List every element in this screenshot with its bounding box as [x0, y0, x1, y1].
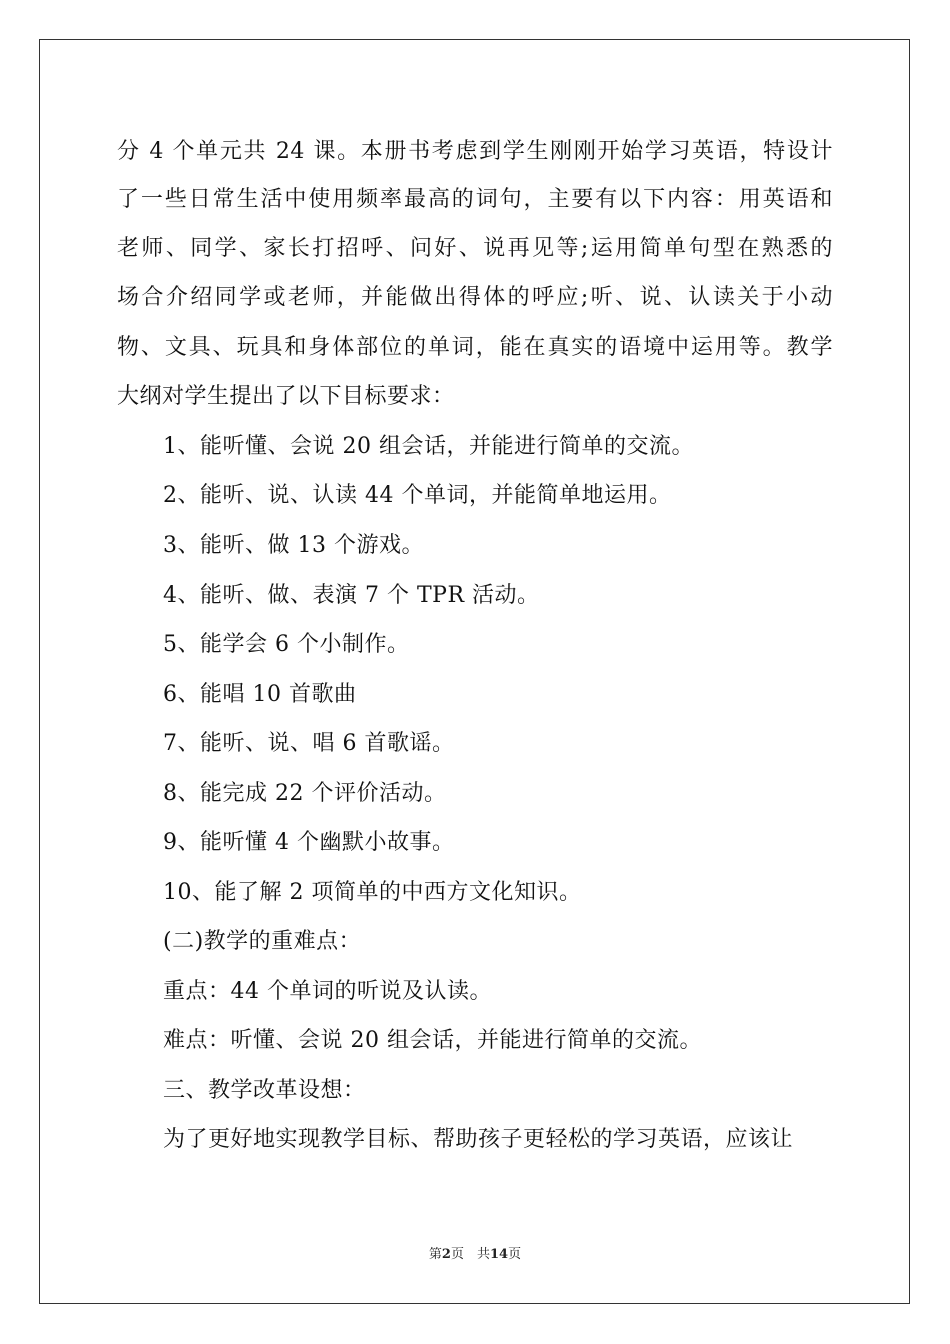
- page-mid: 页 共: [450, 1247, 490, 1262]
- goal-item: 1、能听懂、会说 20 组会话，并能进行简单的交流。: [163, 434, 694, 459]
- goal-item: 8、能完成 22 个评价活动。: [163, 781, 447, 806]
- paragraph-line: 大纲对学生提出了以下目标要求：: [117, 384, 455, 409]
- section-heading: 三、教学改革设想：: [163, 1078, 366, 1103]
- section-heading: (二)教学的重难点：: [163, 929, 362, 954]
- paragraph-line: 老师、同学、家长打招呼、问好、说再见等;运用简单句型在熟悉的: [117, 236, 833, 261]
- page-frame: [39, 39, 910, 1304]
- paragraph-line: 为了更好地实现教学目标、帮助孩子更轻松的学习英语，应该让: [163, 1127, 794, 1152]
- goal-item: 5、能学会 6 个小制作。: [163, 632, 410, 657]
- difficult-point: 难点：听懂、会说 20 组会话，并能进行简单的交流。: [163, 1028, 702, 1053]
- goal-item: 4、能听、做、表演 7 个 TPR 活动。: [163, 583, 540, 608]
- page-suffix: 页: [508, 1247, 522, 1262]
- goal-item: 2、能听、说、认读 44 个单词，并能简单地运用。: [163, 483, 672, 508]
- paragraph-line: 物、文具、玩具和身体部位的单词，能在真实的语境中运用等。教学: [117, 335, 833, 360]
- goal-item: 9、能听懂 4 个幽默小故事。: [163, 830, 455, 855]
- page-prefix: 第: [428, 1247, 442, 1262]
- page-current: 2: [441, 1247, 451, 1262]
- key-point: 重点：44 个单词的听说及认读。: [163, 979, 492, 1004]
- goal-item: 3、能听、做 13 个游戏。: [163, 533, 424, 558]
- paragraph-line: 场合介绍同学或老师，并能做出得体的呼应;听、说、认读关于小动: [117, 285, 833, 310]
- goal-item: 6、能唱 10 首歌曲: [163, 682, 357, 707]
- paragraph-line: 了一些日常生活中使用频率最高的词句，主要有以下内容：用英语和: [117, 187, 833, 212]
- goal-item: 10、能了解 2 项简单的中西方文化知识。: [163, 880, 582, 905]
- page-number: [0, 1246, 950, 1264]
- page-total: 14: [489, 1247, 509, 1262]
- paragraph-line: 分 4 个单元共 24 课。本册书考虑到学生刚刚开始学习英语，特设计: [117, 139, 833, 164]
- goal-item: 7、能听、说、唱 6 首歌谣。: [163, 731, 455, 756]
